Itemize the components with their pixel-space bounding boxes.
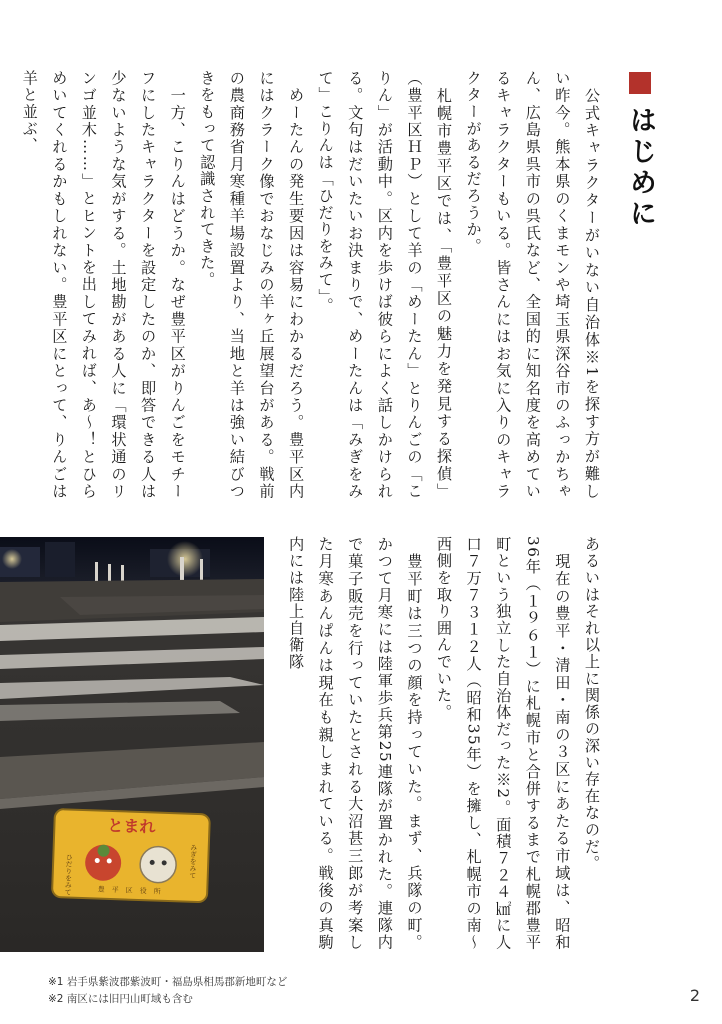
paragraph: あるいはそれ以上に関係の深い存在なのだ。 <box>583 536 601 872</box>
sign-bottom-text: 豊 平 区 役 所 <box>97 885 161 896</box>
heading-title: はじめに <box>625 106 656 230</box>
photo-illustration <box>0 537 264 952</box>
night-street-photo <box>0 537 264 952</box>
footnote-2: ※2 南区には旧円山町域も含む <box>48 993 193 1005</box>
paragraph: 札幌市豊平区では、「豊平区の魅力を発見する探偵」（豊平区ＨＰ）として羊の「めーたん」とりんごの「こりん」が活動中。区内を歩けば彼らによく話しかけられる。文句はだいたいお決まりで、めーたんは「みぎをみて」こりんは「ひだりをみて」。 <box>316 70 454 500</box>
paragraph: 一方、こりんはどうか。なぜ豊平区がりんごをモチーフにしたキャラクターを設定したのか、即答できる人は少ないような気がする。土地勘がある人に「環状通のリンゴ並木……」とヒントを出してみれば、あ～！とひらめいてくれるかもしれない。豊平区にとって、りんごは羊と並ぶ、 <box>20 70 187 500</box>
paragraph: 現在の豊平・清田・南の３区にあたる市域は、昭和36年（１９６１）に札幌市と合併するまで札幌郡豊平町という独立した自治体だった※2。面積７２４㎢に人口７万７３１２人（昭和35年）を擁し、札幌市の南～西側を取り囲んでいた。 <box>435 536 572 951</box>
sign-right-text: みぎをみて <box>188 843 198 879</box>
paragraph: めーたんの発生要因は容易にわかるだろう。豊平区内にはクラーク像でおなじみの羊ヶ丘展望台がある。戦前の農商務省月寒種羊場設置より、当地と羊は強い結びつきをもって認識されてきた。 <box>198 70 306 500</box>
paragraph: 公式キャラクターがいない自治体※1を探す方が難しい昨今。熊本県のくまモンや埼玉県深谷市のふっかちゃん、広島県呉市の呉氏など、全国的に知名度を高めているキャラクターもいる。皆さんにはお気に入りのキャラクターがあるだろうか。 <box>464 70 601 500</box>
heading-accent-square <box>629 72 651 94</box>
footnotes <box>48 974 287 1008</box>
body-text-bottom <box>286 536 606 951</box>
footnote-1: ※1 岩手県紫波郡紫波町・福島県相馬郡新地町など <box>48 976 288 988</box>
body-text-top <box>20 70 606 500</box>
sign-left-text: ひだりをみて <box>63 853 74 896</box>
page-number: 2 <box>689 986 700 1005</box>
paragraph: 豊平町は三つの顔を持っていた。まず、兵隊の町。かつて月寒には陸軍歩兵第25連隊が置かれた。連隊内で菓子販売を行っていたとされる大沼甚三郎が考案した月寒あんぱんは現在も親しまれている。戦後の真駒内には陸上自衛隊 <box>287 536 424 951</box>
section-heading <box>615 72 665 232</box>
sign-top-text: とまれ <box>107 815 156 837</box>
